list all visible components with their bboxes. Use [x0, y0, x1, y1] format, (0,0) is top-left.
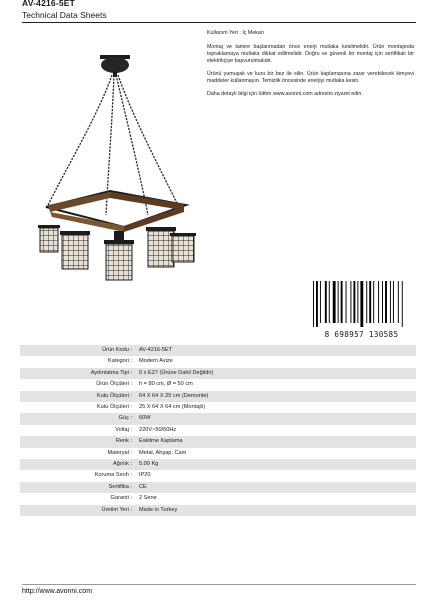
- spec-label: Güç :: [20, 413, 136, 424]
- product-code-title: AV-4216-5ET: [22, 0, 76, 8]
- cleaning-paragraph: Ürünü yumuşak ve kuru bir bez ile silin. Ürün kaplamasına zarar verebilecek kimyevi maddeler kullanmayın. Temizlik öncesinde enerjiyi mutlaka kesin.: [207, 71, 414, 84]
- header-divider: [22, 22, 416, 23]
- spec-row: [20, 391, 416, 402]
- spec-label: Ürün Kodu :: [20, 345, 136, 356]
- spec-value: CE: [136, 482, 416, 493]
- spec-row: [20, 413, 416, 424]
- spec-label: Renk :: [20, 436, 136, 447]
- spec-row: [20, 493, 416, 504]
- spec-row: [20, 356, 416, 367]
- spec-label: Kutu Ölçüleri :: [96, 404, 132, 411]
- cage-shade-center: [104, 231, 134, 280]
- spec-row: [20, 379, 416, 390]
- spec-value: 25 X 64 X 64 cm (Montajlı): [139, 404, 206, 411]
- footer-divider: [22, 584, 416, 585]
- spec-label: Materyal :: [107, 449, 132, 456]
- barcode-bars: [309, 281, 414, 329]
- canopy-dome: [101, 57, 129, 73]
- website-paragraph: Daha detaylı bilgi için lütfen www.avonni.com adresini ziyaret edin.: [207, 91, 363, 97]
- barcode-digits: 8 698957 130585: [324, 330, 399, 339]
- spec-row: [20, 505, 416, 516]
- spec-value: 5.00 Kg: [136, 459, 416, 470]
- spec-value: Metal, Ahşap, Cam: [139, 449, 187, 456]
- spec-value: 5 x E27 (Ürüne Dahil Değildir): [136, 368, 416, 379]
- spec-label: Sertifika :: [20, 482, 136, 493]
- spec-value: IP20: [139, 472, 151, 479]
- spec-table: [20, 345, 416, 516]
- spec-value: Made in Turkey: [136, 505, 416, 516]
- wooden-frame: [46, 191, 186, 232]
- spec-row: [20, 402, 416, 413]
- document-subtitle: Technical Data Sheets: [22, 10, 107, 20]
- spec-label: Üretim Yeri :: [20, 505, 136, 516]
- barcode: [309, 281, 414, 339]
- spec-label: Ağırlık :: [20, 459, 136, 470]
- spec-value: 2 Sene: [139, 495, 157, 502]
- footer-url: http://www.avonni.com: [22, 588, 93, 595]
- spec-value: 60W: [136, 413, 416, 424]
- spec-row: [20, 482, 416, 493]
- cage-shade-back-left: [38, 225, 60, 252]
- spec-row: [20, 436, 416, 447]
- cage-shade-back-right: [170, 233, 196, 262]
- spec-label: Aydınlatma Tipi :: [20, 368, 136, 379]
- info-text-block: [207, 30, 414, 104]
- spec-row: [20, 470, 416, 481]
- spec-value: AV-4216-5ET: [136, 345, 416, 356]
- spec-value: Modern Avize: [139, 358, 173, 365]
- spec-label: Voltaj :: [115, 426, 132, 433]
- cage-shade-left: [60, 231, 90, 269]
- spec-label: Kutu Ölçüleri :: [20, 391, 136, 402]
- spec-label: Ürün Ölçüleri :: [96, 381, 132, 388]
- spec-label: Koruma Sınıfı :: [94, 472, 132, 479]
- spec-row: [20, 448, 416, 459]
- spec-row: [20, 425, 416, 436]
- spec-value: Eskitme Kaplama: [136, 436, 416, 447]
- spec-label: Garanti :: [110, 495, 132, 502]
- spec-value: 220V~50/60Hz: [139, 426, 177, 433]
- spec-value: 64 X 64 X 25 cm (Demonte): [136, 391, 416, 402]
- spec-row: [20, 368, 416, 379]
- product-image-chandelier: [28, 55, 208, 290]
- spec-label: Kategori :: [108, 358, 132, 365]
- safety-paragraph: Montaj ve tamire başlanmadan önce enerji mutlaka kesilmelidir. Ürün montajında topraklamaya mutlaka dikkat edilmelidir. Doğru ve güvenli bir montaj için sertifikalı bir elektrikçiye başvurulmalıdır.: [207, 44, 414, 64]
- spec-row: [20, 459, 416, 470]
- spec-value: h = 80 cm, Ø = 50 cm: [139, 381, 193, 388]
- spec-row: [20, 345, 416, 356]
- usage-location: Kullanım Yeri : İç Mekan: [207, 30, 264, 36]
